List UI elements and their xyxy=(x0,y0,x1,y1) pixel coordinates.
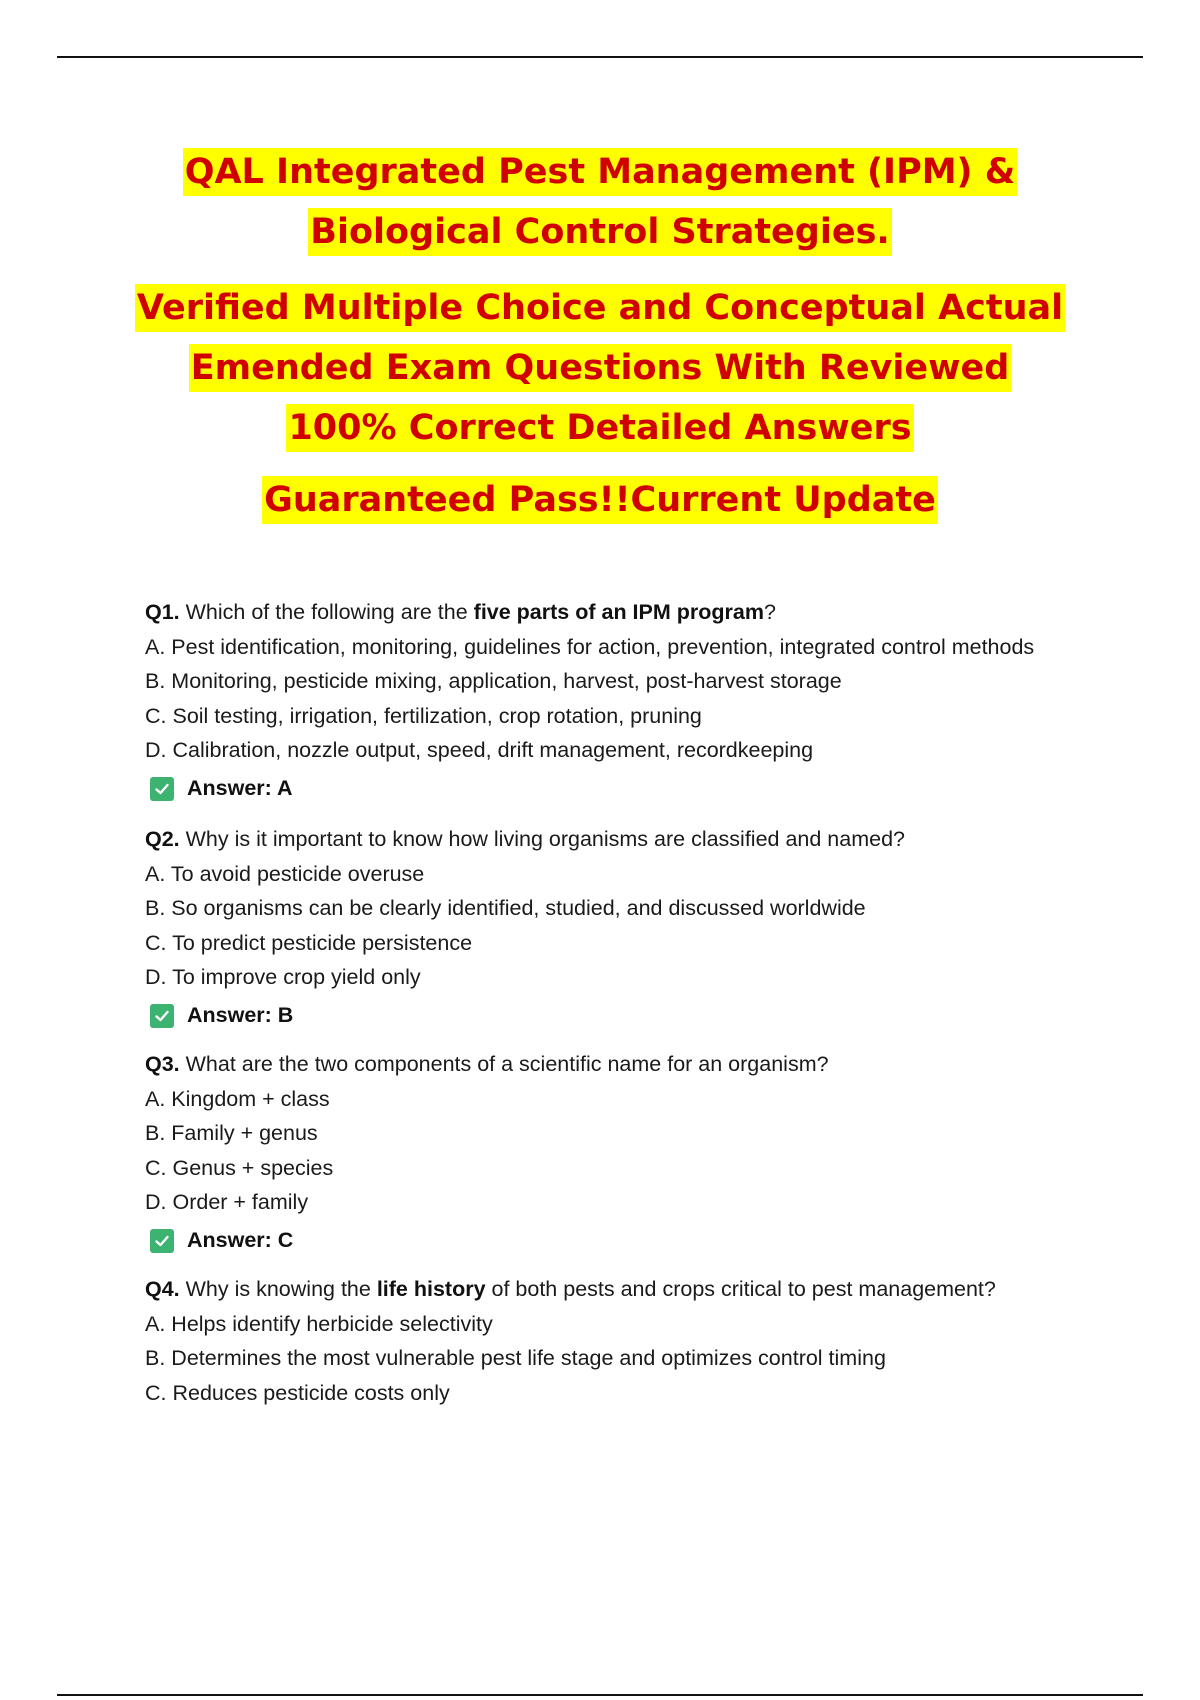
title-main xyxy=(0,142,1200,262)
question-block-2 xyxy=(145,822,1155,1045)
option-c: C. Reduces pesticide costs only xyxy=(145,1380,450,1405)
subtitle-line-3: 100% Correct Detailed Answers xyxy=(286,404,913,452)
title-tagline xyxy=(0,470,1200,530)
option-d: D. Order + family xyxy=(145,1190,309,1214)
question-number: Q3. xyxy=(145,1052,180,1076)
option-c: C. To predict pesticide persistence xyxy=(145,930,473,955)
option-c: C. Soil testing, irrigation, fertilization, crop rotation, pruning xyxy=(145,703,702,728)
question-block-3 xyxy=(145,1047,1155,1270)
question-text-part: What are the two components of a scientific name for an organism? xyxy=(179,1052,829,1076)
option-a: A. To avoid pesticide overuse xyxy=(145,861,425,886)
subtitle-line-2: Emended Exam Questions With Reviewed xyxy=(189,344,1012,392)
check-mark-icon xyxy=(150,1229,174,1253)
top-rule xyxy=(57,56,1143,58)
option-c: C. Genus + species xyxy=(145,1155,334,1180)
question-text-part: Why is knowing the xyxy=(179,1277,377,1301)
option-b: B. Monitoring, pesticide mixing, application, harvest, post-harvest storage xyxy=(145,669,842,693)
question-number: Q4. xyxy=(145,1277,180,1301)
option-a: A. Kingdom + class xyxy=(145,1086,330,1111)
question-text-emphasis: five parts of an IPM program xyxy=(473,600,764,624)
question-text-part: Which of the following are the xyxy=(179,600,474,624)
option-b: B. Determines the most vulnerable pest life stage and optimizes control timing xyxy=(145,1346,886,1370)
title-line-2: Biological Control Strategies. xyxy=(308,208,891,256)
title-line-1: QAL Integrated Pest Management (IPM) & xyxy=(183,148,1018,196)
option-b: B. Family + genus xyxy=(145,1121,318,1145)
option-a: A. Helps identify herbicide selectivity xyxy=(145,1311,493,1336)
question-text-part: ? xyxy=(763,600,776,624)
answer-row xyxy=(145,1220,1155,1262)
question-text xyxy=(145,595,1155,630)
question-text-emphasis: life history xyxy=(376,1277,486,1301)
bottom-rule xyxy=(57,1694,1143,1696)
check-mark-icon xyxy=(150,777,174,801)
question-number: Q1. xyxy=(145,600,180,624)
option-d: D. To improve crop yield only xyxy=(145,965,421,989)
answer-label: Answer: B xyxy=(187,1003,294,1027)
question-number: Q2. xyxy=(145,827,180,851)
answer-row xyxy=(145,995,1155,1037)
answer-label: Answer: A xyxy=(187,776,293,800)
answer-label: Answer: C xyxy=(187,1228,294,1252)
question-text xyxy=(145,1272,1155,1307)
option-d: D. Calibration, nozzle output, speed, drift management, recordkeeping xyxy=(145,738,814,762)
subtitle-line-1: Verified Multiple Choice and Conceptual Actual xyxy=(135,284,1065,332)
question-block-1 xyxy=(145,595,1155,818)
question-block-4 xyxy=(145,1272,1155,1410)
question-text xyxy=(145,1047,1155,1082)
question-text-part: Why is it important to know how living organisms are classified and named? xyxy=(179,827,906,851)
question-text-part: of both pests and crops critical to pest management? xyxy=(485,1277,996,1301)
option-b: B. So organisms can be clearly identified, studied, and discussed worldwide xyxy=(145,896,866,920)
title-subtitle xyxy=(0,278,1200,458)
answer-row xyxy=(145,768,1155,810)
question-text xyxy=(145,822,1155,857)
option-a: A. Pest identification, monitoring, guidelines for action, prevention, integrated control methods xyxy=(145,634,1035,659)
check-mark-icon xyxy=(150,1004,174,1028)
tagline-line: Guaranteed Pass!!Current Update xyxy=(262,476,938,524)
